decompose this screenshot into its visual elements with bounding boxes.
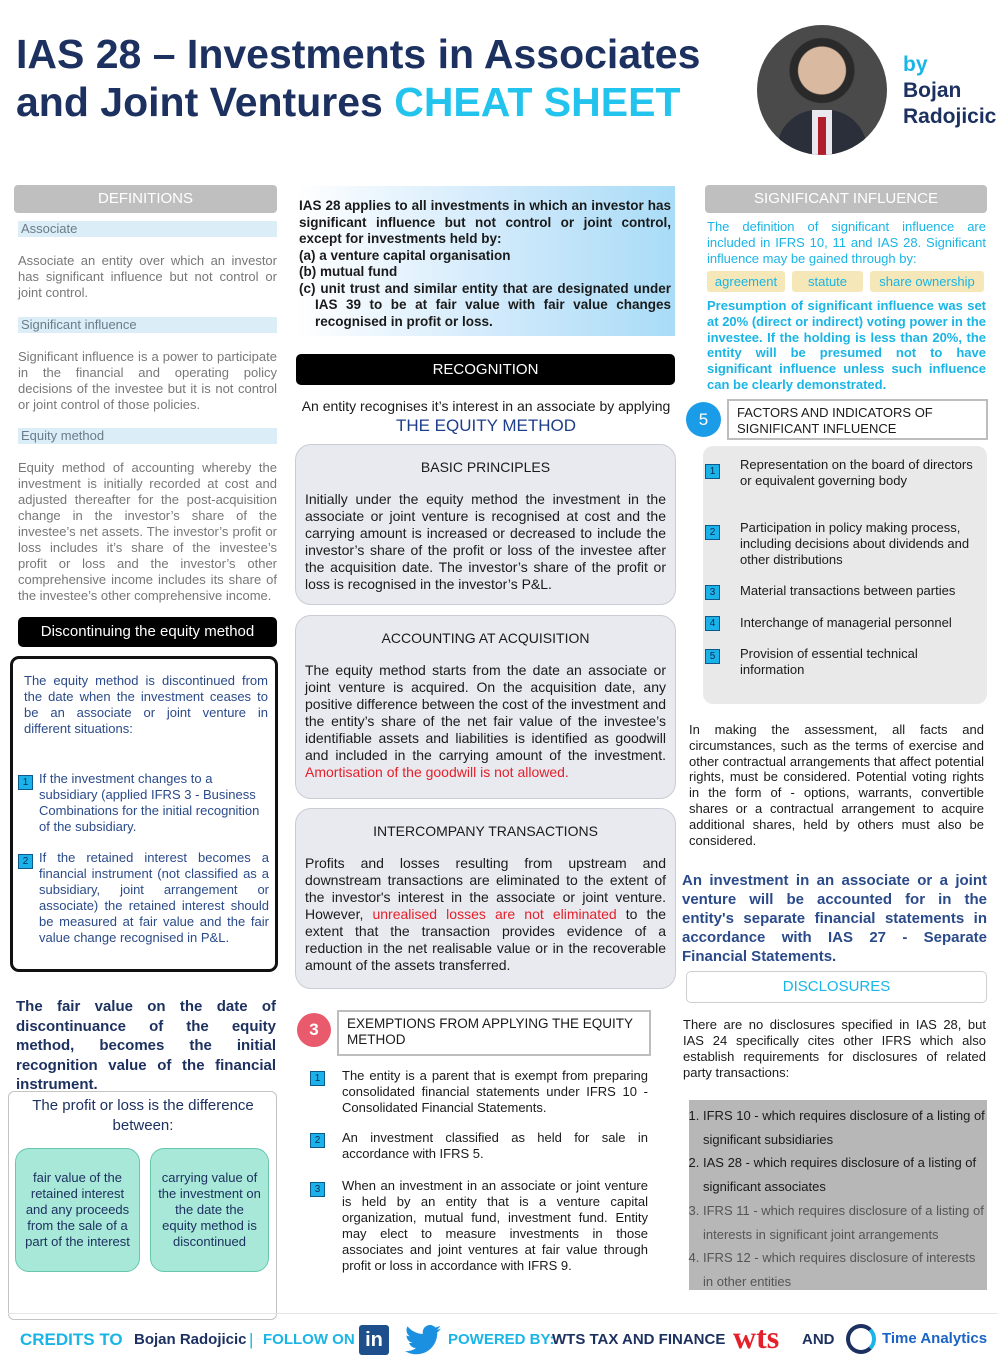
factor-num-3: 3	[705, 585, 720, 600]
factor-item-4: Interchange of managerial personnel	[740, 615, 952, 630]
exemptions-heading: EXEMPTIONS FROM APPLYING THE EQUITY METHOD	[337, 1010, 651, 1056]
intercompany-red-note: unrealised losses are not eliminated	[372, 906, 617, 922]
discontinuing-num-1: 1	[18, 775, 33, 790]
discontinuing-num-2: 2	[18, 854, 33, 869]
acquisition-text: The equity method starts from the date an associate or joint venture is acquired. On the acquisition date, any positive difference between the cost of the investment and the entity’s share of the net fair value of the investee’s identifiable assets and liabilities is identified as goodwill and included in the carrying amount of the investment.	[305, 662, 666, 763]
significant-influence-intro: The definition of significant influence are included in IFRS 10, 11 and IAS 28. Significant influence may be gained through by:	[707, 219, 986, 266]
exemption-num-3: 3	[310, 1182, 325, 1197]
discontinuing-intro: The equity method is discontinued from the date when the investment ceases to be an associate or joint venture in different situations:	[24, 673, 268, 736]
factor-num-5: 5	[705, 649, 720, 664]
scope-box	[295, 186, 675, 336]
intercompany-title: INTERCOMPANY TRANSACTIONS	[373, 823, 598, 839]
factor-item-5: Provision of essential technical information	[740, 646, 918, 677]
footer-follow-label: FOLLOW ON	[263, 1331, 355, 1348]
author-byline	[903, 52, 996, 130]
basic-principles-card	[295, 444, 676, 605]
acquisition-body	[296, 662, 675, 781]
intercompany-text-2: to the extent that the transaction provides evidence of a reduction in the net realisable value or in the recoverable amount of the assets transferred.	[305, 906, 667, 973]
recognition-intro: An entity recognises it’s interest in an associate by applying	[301, 398, 671, 414]
factor-num-1: 1	[705, 464, 720, 479]
factor-item-3: Material transactions between parties	[740, 583, 956, 598]
scope-a: (a) a venture capital organisation	[299, 247, 511, 263]
title-line-2	[16, 78, 756, 126]
title-line-1: IAS 28 – Investments in Associates	[16, 31, 701, 77]
byline-last: Radojicic	[903, 105, 997, 128]
profit-loss-title: The profit or loss is the difference between:	[32, 1097, 254, 1134]
footer-powered-label: POWERED BY:	[448, 1331, 555, 1348]
footer-and: AND	[802, 1331, 835, 1348]
disclosure-item-4: 4. IFRS 12 - which requires disclosure of interests in other entities	[703, 1246, 985, 1293]
footer	[0, 1319, 1005, 1355]
pill-statute: statute	[792, 271, 863, 292]
significant-influence-heading: SIGNIFICANT INFLUENCE	[705, 185, 987, 213]
separate-statements-note: An investment in an associate or a joint venture will be accounted for in the entity's separate financial statements in accordance with IAS 27 - Separate Financial Statements.	[682, 872, 987, 965]
factor-item-2: Participation in policy making process, including decisions about dividends and other distributions	[740, 520, 970, 567]
disclosures-heading: DISCLOSURES	[686, 971, 987, 1003]
title-highlight: CHEAT SHEET	[394, 79, 681, 125]
scope-intro: IAS 28 applies to all investments in which an investor has significant influence but not control or joint control, except for investments held by:	[299, 198, 671, 246]
footer-credits-label: CREDITS TO	[20, 1330, 123, 1349]
exemption-item-1: The entity is a parent that is exempt from preparing consolidated financial statements under IFRS 10 - Consolidated Financial Statements.	[342, 1068, 648, 1115]
disclosure-item-3: 3. IFRS 11 - which requires disclosure of a listing of interests in significant joint arrangements	[703, 1199, 985, 1246]
scope-c: (c) unit trust and similar entity that are designated under IAS 39 to be at fair value with fair value changes recognised in profit or loss.	[299, 280, 671, 329]
factors-heading: FACTORS AND INDICATORS OF SIGNIFICANT INFLUENCE	[727, 399, 988, 440]
profit-loss-box	[8, 1091, 277, 1320]
pill-agreement: agreement	[707, 271, 785, 292]
fair-value-note: The fair value on the date of discontinuance of the equity method, becomes the initial recognition value of the financial instrument.	[16, 998, 276, 1093]
byline-first: Bojan	[903, 79, 962, 102]
byline-by: by	[903, 53, 928, 76]
acquisition-red-note: Amortisation of the goodwill is not allowed.	[305, 764, 569, 780]
disclosure-item-2: 2. IAS 28 - which requires disclosure of a listing of significant associates	[703, 1151, 985, 1198]
discontinuing-heading: Discontinuing the equity method	[18, 617, 277, 647]
def-text-associate: Associate an entity over which an investor has significant influence but not control or joint control.	[18, 253, 277, 300]
factors-panel	[703, 446, 987, 704]
exemption-item-3: When an investment in an associate or joint venture is held by an entity that is a venture capital organization, mutual fund, investment fund. Entity may elect to measure investments in those associates and joint ventures at fair value through profit or loss in accordance with IFRS 9.	[342, 1178, 648, 1273]
time-analytics-logo-icon	[846, 1324, 876, 1354]
scope-b: (b) mutual fund	[299, 264, 398, 279]
profit-loss-carrying-value-text: carrying value of the investment on the date the equity method is discontinued	[158, 1170, 261, 1249]
recognition-heading: RECOGNITION	[296, 354, 675, 385]
footer-divider	[8, 1313, 998, 1314]
def-text-significant-influence: Significant influence is a power to participate in the financial and operating policy decisions of the investee but it is not control or joint control of those policies.	[18, 349, 277, 412]
linkedin-icon[interactable]: in	[359, 1325, 389, 1355]
def-label-associate: Associate	[18, 221, 277, 237]
wts-logo: wts	[733, 1319, 780, 1355]
def-label-significant-influence: Significant influence	[18, 317, 277, 333]
page-title	[16, 30, 756, 126]
discontinuing-item-2: If the retained interest becomes a financial instrument (not classified as a subsidiary, joint arrangement or associate) the retained interest should be measured at fair value and the fair value change recognised in P&L.	[39, 850, 269, 945]
factor-item-1: Representation on the board of directors or equivalent governing body	[740, 457, 973, 488]
intercompany-body	[296, 855, 675, 974]
factors-badge: 5	[686, 402, 721, 437]
footer-separator: |	[249, 1330, 254, 1349]
factor-num-4: 4	[705, 616, 720, 631]
time-analytics-logo-text: Time Analytics	[882, 1330, 988, 1347]
intercompany-text-1: Profits and losses resulting from upstream and downstream transactions are eliminated to the extent of the investor's interest in the associate or joint venture. However,	[305, 855, 666, 922]
def-label-equity-method: Equity method	[18, 428, 277, 444]
acquisition-card	[295, 615, 676, 799]
exemption-item-2: An investment classified as held for sale in accordance with IFRS 5.	[342, 1130, 648, 1161]
disclosures-list	[689, 1100, 987, 1290]
disclosures-intro: There are no disclosures specified in IAS 28, but IAS 24 specifically cites other IFRS which also establish requirements for disclosures of related party transactions:	[683, 1017, 986, 1080]
profit-loss-fair-value-text: fair value of the retained interest and any proceeds from the sale of a part of the interest	[25, 1170, 130, 1249]
exemptions-badge: 3	[297, 1013, 331, 1047]
title-line-2-text: and Joint Ventures	[16, 79, 383, 125]
avatar-tie	[818, 117, 826, 155]
equity-method-label: THE EQUITY METHOD	[395, 416, 577, 435]
basic-principles-title: BASIC PRINCIPLES	[420, 459, 551, 475]
pill-share-ownership: share ownership	[870, 271, 984, 292]
exemption-num-2: 2	[310, 1133, 325, 1148]
def-text-equity-method: Equity method of accounting whereby the investment is initially recorded at cost and adjusted thereafter for the post-acquisition change in the investor’s share of the investee’s net assets. The investor’s profit or loss includes it’s share of the investee’s profit or loss and the investor’s other comprehensive income includes its share of the investee’s other comprehensive income.	[18, 460, 277, 603]
footer-author-name: Bojan Radojicic	[134, 1331, 247, 1348]
acquisition-title: ACCOUNTING AT ACQUISITION	[381, 630, 590, 646]
exemption-num-1: 1	[310, 1071, 325, 1086]
profit-loss-fair-value-box	[15, 1148, 140, 1272]
definitions-heading: DEFINITIONS	[14, 185, 277, 213]
profit-loss-carrying-value-box	[150, 1148, 269, 1272]
disclosure-item-1: 1. IFRS 10 - which requires disclosure of a listing of significant subsidiaries	[703, 1104, 985, 1151]
author-avatar	[757, 25, 887, 155]
assessment-text: In making the assessment, all facts and circumstances, such as the terms of exercise and other contractual arrangements that affect potential rights, must be considered. Potential voting rights in the form of - options, warrants, convertible shares or a contractual arrangement to acquire additional shares, held by others must also be considered.	[689, 722, 984, 848]
footer-company: WTS TAX AND FINANCE	[552, 1331, 726, 1348]
discontinuing-box	[10, 656, 278, 972]
basic-principles-text: Initially under the equity method the investment in the associate or joint venture is recognised at cost and the carrying amount is increased or decreased to include the investor’s share of the profit or loss of the investee after the acquisition date. The investor’s share of the profit or loss is recognised in the investor’s P&L.	[305, 491, 666, 592]
factor-num-2: 2	[705, 525, 720, 540]
presumption-text: Presumption of significant influence was set at 20% (direct or indirect) voting power in the investee. If the holding is less than 20%, the entity will be presumed not to have significant influence unless such influence can be clearly demonstrated.	[707, 298, 986, 392]
twitter-icon[interactable]	[404, 1325, 442, 1355]
intercompany-card	[295, 808, 676, 989]
discontinuing-item-1: If the investment changes to a subsidiary (applied IFRS 3 - Business Combinations for the initial recognition of the subsidiary.	[39, 771, 260, 834]
